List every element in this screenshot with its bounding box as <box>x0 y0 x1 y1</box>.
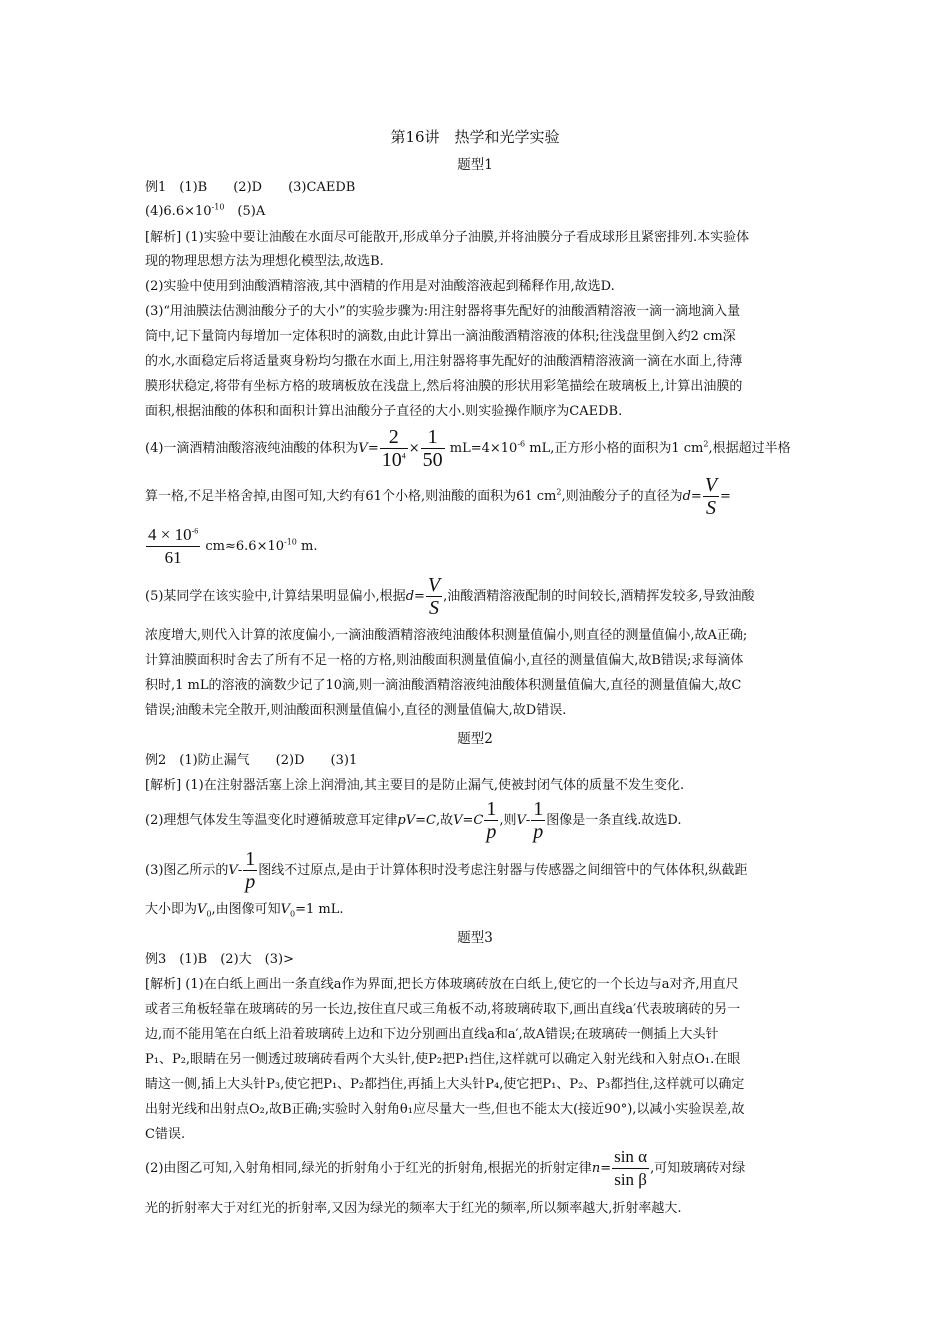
analysis-paragraph: 筒中,记下量筒内每增加一定体积时的滴数,由此计算出一滴油酸酒精溶液的体积;往浅盘里倒入约2 cm深 <box>145 329 736 344</box>
formula-line-volume: (4)一滴酒精油酸溶液纯油酸的体积为V= $\frac{2}{10^4}$ × $\frac{1}{50}$ $mL=4\times 10^{-6}$ mL,正方形小格的面积为1 $cm^2$,根据超过半格 <box>145 426 791 471</box>
analysis-paragraph: 现的物理思想方法为理想化模型法,故选B. <box>145 254 384 269</box>
analysis-paragraph: (2)实验中使用到油酸酒精溶液,其中酒精的作用是对油酸溶液起到稀释作用,故选D. <box>145 279 615 294</box>
fraction: $\frac{V}{S}$ <box>427 574 441 619</box>
section-2-heading: 题型2 <box>457 731 493 747</box>
analysis-paragraph: 的水,水面稳定后将适量爽身粉均匀撒在水面上,用注射器将事先配好的油酸酒精溶液滴一滴在水面上,待薄 <box>145 354 743 369</box>
analysis-paragraph: 边,而不能用笔在白纸上沿着玻璃砖上边和下边分别画出直线a和a′,故A错误;在玻璃砖一侧插上大头针 <box>145 1027 719 1042</box>
analysis-paragraph: C错误. <box>145 1127 186 1142</box>
fraction: $\frac{2}{10^4}$ <box>381 426 406 471</box>
example-2-answers: 例2 (1)防止漏气 (2)D (3)1 <box>145 753 358 768</box>
fraction: $\frac{1}{p}$ <box>533 798 544 843</box>
analysis-paragraph: 膜形状稳定,将带有坐标方格的玻璃板放在浅盘上,然后将油膜的形状用彩笔描绘在玻璃板上,计算出油膜的 <box>145 379 743 394</box>
analysis-paragraph: P₁、P₂,眼睛在另一侧透过玻璃砖看两个大头针,使P₂把P₁挡住,这样就可以确定入射光线和入射点O₁.在眼 <box>145 1052 741 1067</box>
analysis-paragraph: [解析] (1)在注射器活塞上涂上润滑油,其主要目的是防止漏气,使被封闭气体的质量不发生变化. <box>145 778 685 793</box>
formula-line-intercept: (3)图乙所示的V- $\frac{1}{p}$ 图线不过原点,是由于计算体积时没考虑注射器与传感器之间细管中的气体体积,纵截距 <box>145 848 748 893</box>
page-title: 第16讲 热学和光学实验 <box>390 128 560 146</box>
analysis-paragraph: 浓度增大,则代入计算的浓度偏小,一滴油酸酒精溶液纯油酸体积测量值偏小,则直径的测量值偏小,故A正确; <box>145 628 748 643</box>
fraction: $\frac{\text{sin α}}{\text{sin β}}$ <box>614 1147 648 1189</box>
analysis-paragraph: 大小即为$V_0$,由图像可知$V_0=1$ mL. <box>145 902 344 919</box>
example-1-answers-cont: $(4)6.6\times 10^{-10}$ (5)A <box>145 202 266 219</box>
fraction: $\frac{1}{50}$ <box>422 426 443 471</box>
analysis-paragraph: 积时,1 mL的溶液的滴数少记了10滴,则一滴油酸酒精溶液纯油酸体积测量值偏大,直径的测量值偏大,故C <box>145 678 742 693</box>
analysis-paragraph: 面积,根据油酸的体积和面积计算出油酸分子直径的大小.则实验操作顺序为CAEDB. <box>145 404 623 419</box>
formula-line-error: (5)某同学在该实验中,计算结果明显偏小,根据d= $\frac{V}{S}$ ,油酸酒精溶液配制的时间较长,酒精挥发较多,导致油酸 <box>145 574 755 619</box>
analysis-paragraph: 或者三角板轻靠在玻璃砖的另一长边,按住直尺或三角板不动,将玻璃砖取下,画出直线a′代表玻璃砖的另一 <box>145 1002 741 1017</box>
example-3-answers: 例3 (1)B (2)大 (3)> <box>145 952 294 967</box>
formula-line-result: $\frac{4 \times 10^{-6}}{61}$ $cm\approx 6.6\times 10^{-10}$ m. <box>148 525 318 567</box>
formula-line-refraction: (2)由图乙可知,入射角相同,绿光的折射角小于红光的折射角,根据光的折射定律n= $\frac{\text{sin α}}{\text{sin β}}$ ,可知玻璃砖对绿 <box>145 1147 746 1189</box>
section-3-heading: 题型3 <box>457 930 493 946</box>
analysis-paragraph: 睛这一侧,插上大头针P₃,使它把P₁、P₂都挡住,再插上大头针P₄,使它把P₁、P₂、P₃都挡住,这样就可以确定 <box>145 1077 745 1092</box>
section-1-heading: 题型1 <box>457 157 493 173</box>
analysis-paragraph: [解析] (1)实验中要让油酸在水面尽可能散开,形成单分子油膜,并将油膜分子看成球形且紧密排列.本实验体 <box>145 230 750 245</box>
fraction: $\frac{1}{p}$ <box>245 848 256 893</box>
formula-line-diameter: 算一格,不足半格舍掉,由图可知,大约有61个小格,则油酸的面积为61 $cm^2$,则油酸分子的直径为d= $\frac{V}{S}$ = <box>145 474 731 519</box>
fraction: $\frac{1}{p}$ <box>486 798 497 843</box>
example-1-answers: 例1 (1)B (2)D (3)CAEDB <box>145 180 356 195</box>
formula-line-boyle: (2)理想气体发生等温变化时遵循玻意耳定律pV=C,故V=C $\frac{1}{p}$ ,则V- $\frac{1}{p}$ 图像是一条直线.故选D. <box>145 798 682 843</box>
analysis-paragraph: 错误;油酸未完全散开,则油酸面积测量值偏小,直径的测量值偏大,故D错误. <box>145 703 567 718</box>
fraction: $\frac{V}{S}$ <box>704 474 718 519</box>
analysis-paragraph: (3)“用油膜法估测油酸分子的大小”的实验步骤为:用注射器将事先配好的油酸酒精溶液一滴一滴地滴入量 <box>145 304 741 319</box>
analysis-paragraph: [解析] (1)在白纸上画出一条直线a作为界面,把长方体玻璃砖放在白纸上,使它的一个长边与a对齐,用直尺 <box>145 977 739 992</box>
analysis-paragraph: 出射光线和出射点O₂,故B正确;实验时入射角θ₁应尽量大一些,但也不能太大(接近90°),以减小实验误差,故 <box>145 1102 745 1117</box>
analysis-paragraph: 光的折射率大于对红光的折射率,又因为绿光的频率大于红光的频率,所以频率越大,折射率越大. <box>145 1201 682 1216</box>
analysis-paragraph: 计算油膜面积时舍去了所有不足一格的方格,则油酸面积测量值偏小,直径的测量值偏大,故B错误;求每滴体 <box>145 653 744 668</box>
fraction: $\frac{4 \times 10^{-6}}{61}$ <box>148 525 199 567</box>
